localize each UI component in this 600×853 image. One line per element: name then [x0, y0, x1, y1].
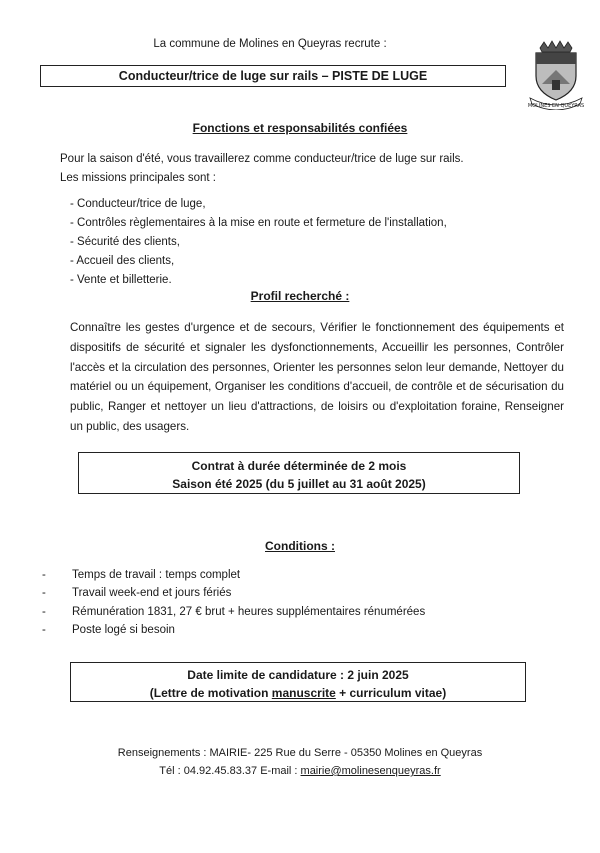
fonctions-intro-line1: Pour la saison d'été, vous travaillerez comme conducteur/trice de luge sur rails. [60, 153, 464, 165]
condition-item: - Rémunération 1831, 27 € brut + heures supplémentaires rénumérées [42, 605, 426, 618]
profil-heading: Profil recherché : [250, 289, 350, 303]
crest-motto: MOLINES EN QUEYRAS [527, 103, 585, 109]
contract-box [78, 452, 520, 494]
profil-description: Connaître les gestes d'urgence et de secours, Vérifier le fonctionnement des équipements et dispositifs de sécurité et signaler les dysfonctionnements, Accueillir les personnes, Contrôler l'accès et la circulation des personnes, Orienter les personnes selon leur demande, Nettoyer du matériel ou un équipement, Organiser les conditions d'accueil, de contrôle et de sécurisation du public, Ranger et nettoyer un lieu d'attractions, de loisirs ou d'exploitation foraine, Renseigner un public, des usagers. [70, 321, 564, 433]
mission-item: - Accueil des clients, [70, 255, 175, 267]
contract-season: Saison été 2025 (du 5 juillet au 31 août 2025) [172, 477, 426, 491]
job-title-box: Conducteur/trice de luge sur rails – PISTE DE LUGE [40, 65, 506, 87]
fonctions-intro [60, 150, 540, 188]
contract-type: Contrat à durée déterminée de 2 mois [191, 459, 407, 473]
missions-list [70, 195, 550, 290]
fonctions-heading: Fonctions et responsabilités confiées [192, 121, 408, 135]
coat-of-arms-logo [526, 40, 586, 110]
mission-item: - Vente et billetterie. [70, 274, 172, 286]
conditions-heading: Conditions : [265, 539, 335, 553]
footer-address: Renseignements : MAIRIE- 225 Rue du Serre - 05350 Molines en Queyras [117, 747, 483, 759]
condition-item: - Travail week-end et jours fériés [42, 587, 232, 600]
mission-item: - Contrôles règlementaires à la mise en route et fermeture de l'installation, [70, 217, 447, 229]
condition-item: - Temps de travail : temps complet [42, 569, 241, 581]
mission-item: - Conducteur/trice de luge, [70, 198, 206, 210]
deadline-box [70, 662, 526, 702]
deadline-date: Date limite de candidature : 2 juin 2025 [187, 668, 409, 682]
conditions-list [42, 566, 562, 640]
footer-contact: Tél : 04.92.45.83.37 E-mail : mairie@molinesenqueyras.fr [159, 765, 441, 777]
intro-line: La commune de Molines en Queyras recrute : [153, 38, 387, 50]
mission-item: - Sécurité des clients, [70, 236, 180, 248]
application-documents: (Lettre de motivation manuscrite + curriculum vitae) [149, 686, 447, 700]
condition-item: - Poste logé si besoin [42, 624, 175, 637]
email-link[interactable]: mairie@molinesenqueyras.fr [300, 765, 441, 777]
fonctions-intro-line2: Les missions principales sont : [60, 172, 216, 184]
